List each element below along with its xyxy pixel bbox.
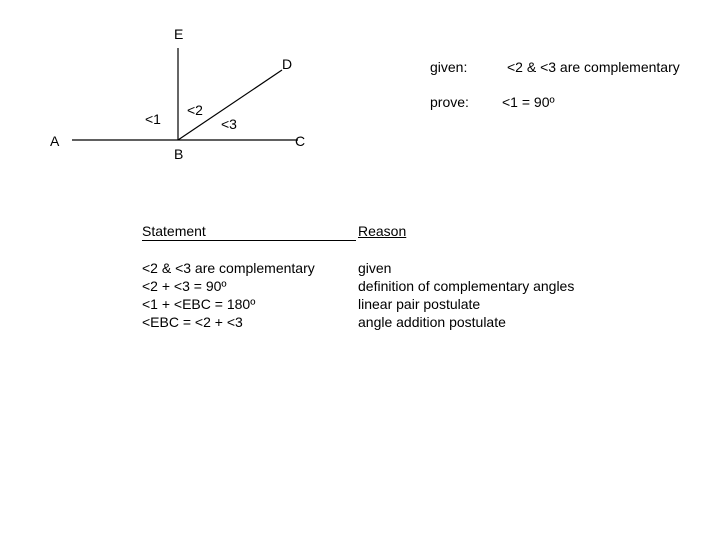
statement-row: <2 & <3 are complementary (142, 260, 315, 276)
point-a-label: A (50, 133, 60, 149)
statement-row: <2 + <3 = 90º (142, 278, 227, 294)
reason-row: given (358, 260, 392, 276)
point-b-label: B (174, 146, 184, 162)
given-label: given: (430, 59, 468, 75)
prove-text: <1 = 90º (502, 94, 555, 110)
statement-header: Statement (142, 222, 356, 241)
reason-header: Reason (358, 223, 407, 239)
angle-3-label: <3 (221, 116, 237, 132)
angle-1-label: <1 (145, 111, 161, 127)
angle-2-label: <2 (187, 102, 203, 118)
prove-label: prove: (430, 94, 469, 110)
statement-row: <EBC = <2 + <3 (142, 314, 243, 330)
point-d-label: D (282, 56, 293, 72)
given-text: <2 & <3 are complementary (507, 59, 680, 75)
point-e-label: E (174, 26, 184, 42)
reason-row: definition of complementary angles (358, 278, 575, 294)
reason-row: angle addition postulate (358, 314, 506, 330)
point-c-label: C (295, 133, 306, 149)
reason-row: linear pair postulate (358, 296, 481, 312)
statement-row: <1 + <EBC = 180º (142, 296, 256, 312)
